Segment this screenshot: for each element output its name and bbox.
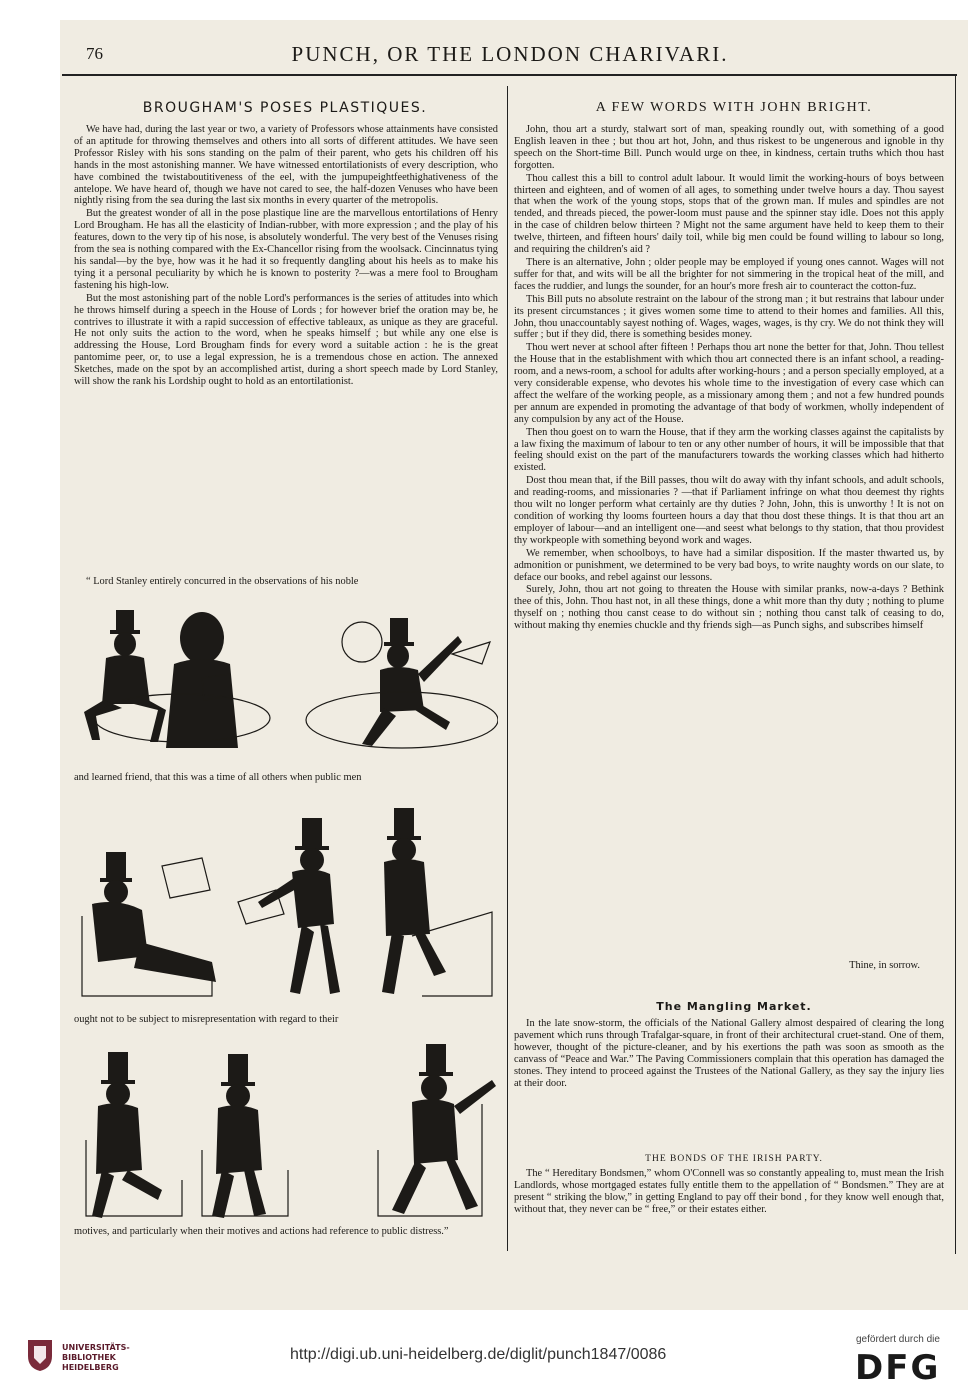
university-name (62, 1343, 130, 1373)
left-article-body (74, 124, 498, 572)
page-number: 76 (86, 44, 103, 63)
right-article-2-body (514, 1018, 944, 1134)
paragraph: We have had, during the last year or two, a variety of Professors whose attainments have consisted of an aptitude for throwing themselves and others into all sorts of different attitudes. We have seen Professor Risley with his sons standing on the palm of their parent, who gets his children off his hands in the most astonishing manner. We have witnessed entortilationists of every description, who have combined the twistaboutitiveness of the eel, with the jumpupeightfeethighativeness of the antelope. We have heard of, though we have not cared to see, the half-dozen Venuses who have been nightly rising from the sea during the last six months in every quarter of the metropolis. (74, 124, 498, 207)
signoff: Thine, in sorrow. (849, 960, 920, 971)
paragraph: We remember, when schoolboys, to have had a similar disposition. If the master thwarted us, by admonition or punishment, we determined to be very bad boys, to write naughty words on our slate, to deface our books, and rebel against our lessons. (514, 547, 944, 583)
university-line: BIBLIOTHEK (62, 1353, 116, 1362)
right-article-3-body (514, 1168, 944, 1252)
illustration-row-3 (62, 1040, 498, 1222)
dfg-logo: DFG (855, 1348, 941, 1388)
quote-line-3: ought not to be subject to misrepresentation with regard to their (74, 1014, 339, 1025)
paragraph: Thou callest this a bill to control adult labour. It would limit the working-hours of boys between thirteen and eighteen, and of women of all ages, to something under twelve hours a day. Thou sayest that when the work of the young stops, stops that of the grown man. If mules and spindles are not tended, and threads pieced, the power-loom must pause and the spinner stay idle. Does not this apply in the case of children below thirteen ? Might not the same argument have held to keep them to their twelve, thirteen, and fifteen hours' daily toil, while big men could be found willing to labour so long, and requiring the children's aid ? (514, 172, 944, 256)
paragraph: Surely, John, thou art not going to threaten the House with similar pranks, now-a-days ? Bethink thee of this, John. Thou hast not, in all these things, done a whit more than thy duty ; nothing to plume thyself on ; nothing thou canst cease to do without sin ; nothing thou canst talk of ceasing to do, without making thy enemies chuckle and thy friends sigh—as Punch sighs, and subscribes himself (514, 584, 944, 632)
right-article-2-title: The Mangling Market. (656, 1000, 812, 1013)
illustration-row-2 (62, 806, 498, 1006)
university-line: UNIVERSITÄTS- (62, 1343, 130, 1352)
running-head (60, 40, 960, 72)
right-article-1-title: A FEW WORDS WITH JOHN BRIGHT. (595, 100, 873, 115)
paragraph: Dost thou mean that, if the Bill passes, thou wilt do away with thy infant schools, and adult schools, and reading-rooms, and missionaries ? —that if Parliament infringe on what thou deemest thy rights thou wilt no longer perform what certainly are thy duties ? John, John, this is unworthy ! It is not on condition of working thy looms fourteen hours a day that thou dost these things. It is that thou art an employer of labour—and an intelligent one—and seest what belongs to thy station, that thou providest thy workpeople with something beyond work and wages. (514, 475, 944, 546)
university-seal-icon (24, 1336, 56, 1372)
right-article-3-title: THE BONDS OF THE IRISH PARTY. (645, 1154, 823, 1164)
paragraph: There is an alternative, John ; older people may be employed if young ones cannot. Wages will not suffer for that, and wits will be all the brighter for not simmering in the tropical heat of the mill, and faces the ruddier, and lungs the sounder, for an hour's more fresh air to counteract the cotton-fuz. (514, 256, 944, 292)
paragraph: Thou wert never at school after fifteen ! Perhaps thou art none the better for that, John. Thou tellest the House that in the establishment with which thou art connected there is an infant school, a reading-room, and a news-room, a school for adults after working-hours ; and a person specially employed, at a very considerable expense, who devotes his whole time to the investigation of every case which can affect the welfare of the working people, as a missionary among them ; and not a few hundred pounds per annum are expended in promoting the advantage of that body of workmen, wholly independent of any compulsion by any act of the House. (514, 342, 944, 425)
funding-note: gefördert durch die (856, 1334, 940, 1345)
quote-line-4: motives, and particularly when their motives and actions had reference to public distress.” (74, 1226, 449, 1237)
source-url-link[interactable]: http://digi.ub.uni-heidelberg.de/diglit/punch1847/0086 (290, 1346, 667, 1363)
right-column-rule (955, 76, 956, 1254)
illustration-row-1 (62, 608, 498, 754)
paragraph: But the greatest wonder of all in the pose plastique line are the marvellous entortilations of Henry Lord Brougham. He has all the elasticity of Indian-rubber, with more expression ; and the play of his features, down to the very tip of his nose, is absolutely wonderful. The very best of the Venuses rising from the sea is nothing compared with the Ex-Chancellor rising from the woolsack. Cincinnatus tying his sandal—by the bye, how was it he had it so frequently dangling about his heels as to make his tying it a personal peculiarity by which he is known to posterity ?—was a mere fool to Brougham fastening his high-low. (74, 208, 498, 291)
university-line: HEIDELBERG (62, 1363, 119, 1372)
column-divider (507, 86, 508, 1251)
paragraph: But the most astonishing part of the noble Lord's performances is the series of attitudes into which he throws himself during a speech in the House of Lords ; for however brief the oration may be, he contrives to illustrate it with a rapid succession of effective tableaux, as unique as they are graceful. He not only suits the action to the word, when he speaks himself ; but while any one else is addressing the House, Lord Brougham finds for every word a suitable action : he is the great pantomime peer, or, to use a legal expression, he is a tremendous chose en action. The annexed Sketches, made on the spot by an accomplished artist, during a short speech made by Lord Stanley, will show the rank his Lordship ought to hold as an entortilationist. (74, 292, 498, 388)
left-article-title: BROUGHAM'S POSES PLASTIQUES. (142, 100, 428, 116)
quote-line-1: “ Lord Stanley entirely concurred in the observations of his noble (86, 576, 359, 587)
paragraph: In the late snow-storm, the officials of the National Gallery almost despaired of clearing the long pavement which runs through Trafalgar-square, in front of their architectural cruet-stand. One of them, however, thought of the picture-cleaner, and by his exertions the path was soon as smooth as the canvass of “Peace and War.” The Paving Commissioners complain that this operation has damaged the stones. They intend to proceed against the Trustees of the National Gallery, as they say the injury lies at their door. (514, 1018, 944, 1089)
paragraph: John, thou art a sturdy, stalwart sort of man, speaking roundly out, with something of a good English leaven in thee ; but thou art hot, John, and thus riskest to be ungenerous and ignoble in thy speech on the Short-time Bill. Punch would urge on thee, in kindness, certain truths which thou hast forgotten. (514, 124, 944, 171)
paragraph: This Bill puts no absolute restraint on the labour of the strong man ; it but restrains that labour under its present circumstances ; it gives women some time to attend to their homes and families. All this, John, thou unaccountably sayest nothing of. Wages, wages, wages, is thy cry. We do not think they will suffer ; but if they did, there is something besides money. (514, 293, 944, 341)
paragraph: The “ Hereditary Bondsmen,” whom O'Connell was so constantly appealing to, must mean the Irish Landlords, whose mortgaged estates fully entitle them to the appellation of “ Bondsmen.” They are at present “ striking the blow,” in getting England to pay off their bond , for they know well enough that, without that, they never can be “ free,” or their estates either. (514, 1168, 944, 1215)
paragraph: Then thou goest on to warn the House, that if they arm the working classes against the capitalists by a law fixing the maximum of labour to ten or any other number of hours, it will be impossible that that feeling should exist on the part of the manufacturers towards the working classes which had hitherto existed. (514, 426, 944, 474)
header-rule (62, 74, 957, 76)
right-article-1-body (514, 124, 944, 958)
masthead: PUNCH, OR THE LONDON CHARIVARI. (291, 42, 729, 66)
quote-line-2: and learned friend, that this was a time of all others when public men (74, 772, 362, 783)
